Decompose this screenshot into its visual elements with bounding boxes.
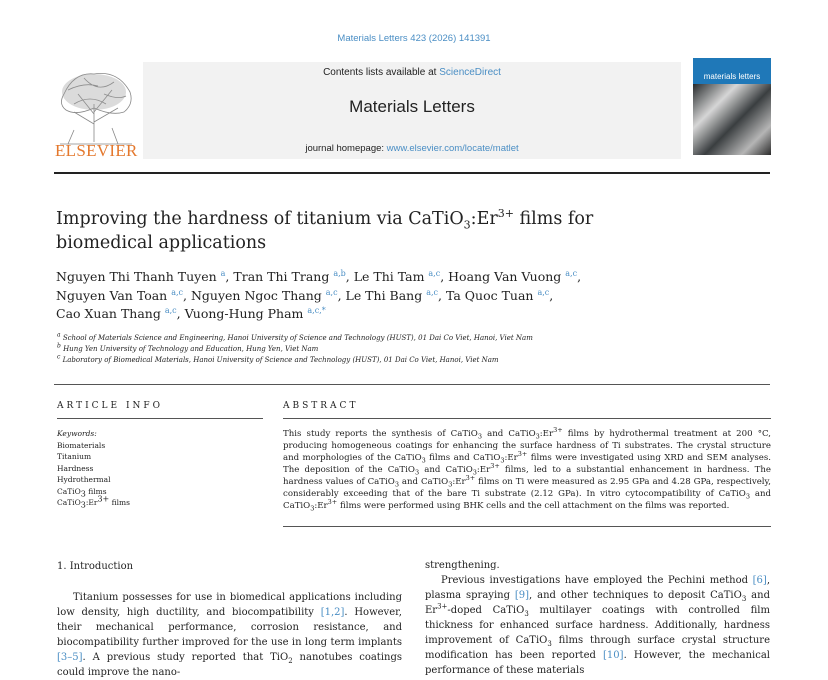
article-info-heading: ARTICLE INFO [57, 401, 164, 411]
keyword-item[interactable]: CaTiO3:Er3+ films [57, 494, 130, 510]
article-title: Improving the hardness of titanium via $CaTiO_3:Er^{3+}$ films for biomedical applications [56, 207, 594, 253]
journal-reference[interactable]: Materials Letters 423 (2026) 141391 [337, 33, 491, 44]
journal-header-box [143, 62, 681, 159]
keywords-label: Keywords: [57, 429, 97, 438]
journal-title: Materials Letters [349, 97, 475, 116]
author-affiliation-mark[interactable]: a,c [325, 287, 338, 297]
journal-homepage-link[interactable]: www.elsevier.com/locate/matlet [386, 143, 519, 154]
keyword-item[interactable]: Hardness [57, 463, 94, 473]
citation-link[interactable]: [10] [603, 650, 624, 661]
author-name[interactable]: Le Thi Bang [345, 287, 423, 303]
paragraph: Previous investigations have employed the Pechini method [6], plasma spraying [9], and other techniques to deposit CaTiO$_3$ and $Er^{3+}$-doped CaTiO$_3$ multilayer coatings with controlled film thickness for enhanced surface hardness. Additionally, hardness improvement of CaTiO$_3$ films through surface crystal structure modification has been reported [10]. However, the mechanical performance of these materials [425, 575, 771, 676]
author-name[interactable]: Tran Thi Trang [233, 269, 330, 284]
author-affiliation-mark[interactable]: a [220, 268, 226, 278]
keyword-item[interactable]: Biomaterials [57, 440, 106, 450]
author-name[interactable]: Nguyen Van Toan [56, 287, 168, 303]
author-affiliation-mark[interactable]: a,b [333, 268, 346, 278]
sciencedirect-link[interactable]: ScienceDirect [439, 67, 501, 78]
affiliation-item: b Hung Yen University of Technology and Education, Hung Yen, Viet Nam [57, 342, 319, 353]
abstract-heading: ABSTRACT [283, 401, 359, 411]
journal-cover-image [693, 58, 771, 155]
affiliation-item: c Laboratory of Biomedical Materials, Hanoi University of Science and Technology (HUST), 01 Dai Co Viet, Hanoi, Viet Nam [57, 353, 499, 364]
author-affiliation-mark[interactable]: a,c [426, 287, 439, 297]
cover-title: materials letters [703, 72, 761, 81]
keyword-item[interactable]: CaTiO3 films [57, 486, 107, 498]
affiliation-item: a School of Materials Science and Engineering, Hanoi University of Science and Technology (HUST), 01 Dai Co Viet, Hanoi, Viet Nam [57, 331, 533, 342]
author-name[interactable]: Hoang Van Vuong [448, 269, 562, 284]
author-name[interactable]: Ta Quoc Tuan [445, 287, 534, 303]
abstract-divider [283, 418, 771, 419]
author-affiliation-mark[interactable]: a,c [565, 268, 578, 278]
article-info-divider [57, 418, 263, 419]
citation-link[interactable]: [9] [514, 590, 530, 601]
author-name[interactable]: Vuong-Hung Pham [184, 306, 304, 321]
citation-link[interactable]: [6] [752, 575, 767, 586]
paragraph-continuation: strengthening. [425, 560, 500, 571]
author-list: Nguyen Thi Thanh Tuyen $^a$, Tran Thi Trang $^{a,b}$, Le Thi Tam $^{a,c}$, Hoang Van Vuong $^{a,c}$, Nguyen Van Toan $^{a,c}$, Nguyen Ngoc Thang $^{a,c}$, Le Thi Bang $^{a,c}$, Ta Quoc Tuan $^{a,c}$, Cao Xuan Thang $^{a,c}$, Vuong-Hung Pham $^{a,c,*}$ [56, 268, 582, 321]
citation-link[interactable]: [3–5] [57, 652, 83, 663]
author-name[interactable]: Le Thi Tam [353, 269, 425, 284]
author-affiliation-mark[interactable]: a,c [537, 287, 550, 297]
author-affiliation-mark[interactable]: a,c,* [307, 305, 326, 315]
keyword-item[interactable]: Titanium [57, 452, 92, 461]
author-affiliation-mark[interactable]: a,c [171, 287, 184, 297]
affiliation-list [57, 333, 757, 366]
section-divider [54, 384, 770, 385]
keyword-item[interactable]: Hydrothermal [57, 475, 111, 484]
introduction-right-column [425, 558, 770, 678]
abstract-bottom-divider [283, 526, 771, 527]
introduction-left-column: Titanium possesses for use in biomedical applications including low density, high ductility, and biocompatibility [1,2]. However, their mechanical performance, corrosion resistance, and biocompatibility further improved for the use in long term implants [3–5]. A previous study reported that TiO$_2$ nanotubes coatings could improve the nano- [57, 592, 402, 678]
author-name[interactable]: Nguyen Thi Thanh Tuyen [56, 269, 217, 284]
author-affiliation-mark[interactable]: a,c [164, 305, 177, 315]
header-divider [54, 172, 770, 174]
author-affiliation-mark[interactable]: a,c [428, 268, 441, 278]
abstract-text: This study reports the synthesis of CaTiO$_3$ and $CaTiO_3:Er^{3+}$ films by hydrothermal treatment at 200 °C, producing homogeneous coatings for enhancing the surface hardness of Ti substrates. The crystal structure and morphologies of the CaTiO$_3$ films and $CaTiO_3:Er^{3+}$ films were investigated using XRD and SEM analyses. The deposition of the CaTiO$_3$ and $CaTiO_3:Er^{3+}$ films, led to a substantial enhancement in hardness. The hardness values of CaTiO$_3$ and $CaTiO_3:Er^{3+}$ films on Ti were measured as 2.95 GPa and 4.28 GPa, respectively, considerably exceeding that of the bare Ti substrate (2.12 GPa). In vitro cytocompatibility of CaTiO$_3$ and $CaTiO_3:Er^{3+}$ films were performed using BHK cells and the cell attachment on the films was reported. [283, 426, 772, 513]
publisher-name: ELSEVIER [55, 141, 138, 160]
citation-link[interactable]: [1,2] [320, 607, 345, 618]
cover-artwork [693, 84, 771, 155]
keywords-list [57, 428, 130, 509]
contents-line: Contents lists available at ScienceDirect [323, 67, 501, 78]
author-name[interactable]: Cao Xuan Thang [56, 306, 161, 321]
author-name[interactable]: Nguyen Ngoc Thang [190, 287, 322, 303]
introduction-heading: 1. Introduction [57, 561, 134, 572]
homepage-line: journal homepage: www.elsevier.com/locate/matlet [305, 143, 519, 154]
